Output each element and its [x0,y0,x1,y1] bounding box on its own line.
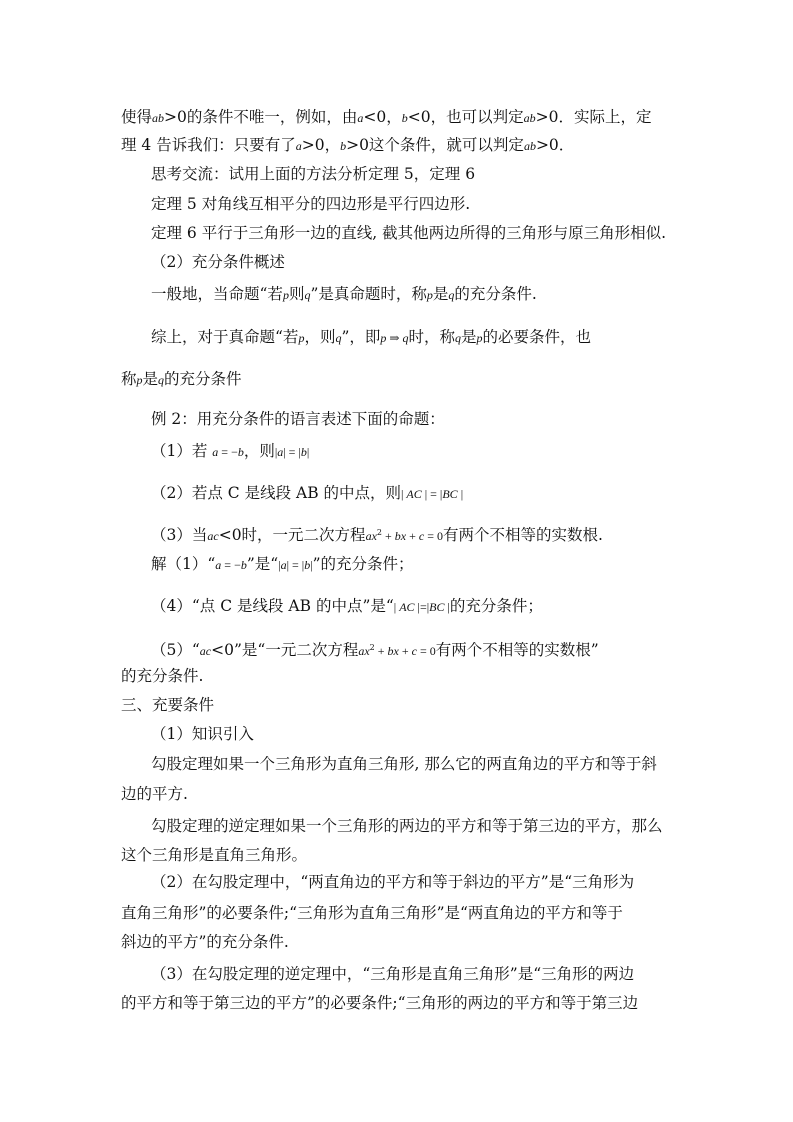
text-run: 例 2：用充分条件的语言表述下面的命题： [151,410,445,428]
text-run: ”是“ [246,555,279,573]
text-line [121,783,188,805]
math-variable: q [454,331,461,345]
text-line [151,815,663,837]
text-line [151,326,591,349]
text-line [151,723,254,745]
text-run: 定理 6 平行于三角形一边的直线, 截其他两边所得的三角形与原三角形相似. [151,224,666,242]
math-variable: BC [442,487,458,501]
math-symbol: + [406,529,419,543]
text-line [121,694,214,716]
text-line [121,134,574,157]
text-line [151,193,470,215]
math-symbol: | [401,487,407,501]
text-run: 的平方和等于第三边的平方”的必要条件;“三角形的两边的平方和等于第三边 [121,994,639,1012]
text-run: （3）当 [151,526,208,544]
text-run: ”的充分条件； [312,555,414,573]
text-line [151,251,285,273]
math-symbol: | [278,558,281,572]
text-run: >0， [301,136,341,154]
text-line [151,522,603,547]
math-variable: q [402,331,409,345]
text-run: 是 [432,285,449,303]
math-variable: p [282,288,289,302]
math-symbol: | [310,558,313,572]
math-symbol: | [457,487,464,501]
math-variable: AC [406,487,422,501]
math-variable: ab [523,139,536,153]
text-run: ”是真命题时，称 [310,285,427,303]
text-run: 一般地，当命题“若 [151,285,283,303]
text-run: ，则 [304,328,336,346]
math-symbol: = 0 [424,529,443,543]
text-run: 边的平方. [121,785,188,803]
text-run: >0这个条件，就可以判定 [346,136,524,154]
math-variable: a [357,111,364,125]
math-symbol: | [306,445,310,459]
text-run: ”，即 [341,328,381,346]
text-run: >0． [535,136,575,154]
math-symbol: = 0 [416,644,436,658]
text-line [151,637,599,662]
math-symbol: ⇒ [386,331,403,345]
text-line [151,440,309,463]
text-run: （1）知识引入 [151,725,254,743]
math-variable: bx [394,529,407,543]
text-run: >0的条件不唯一，例如，由 [164,108,358,126]
math-variable: b [401,111,408,125]
text-run: ，则 [243,442,275,460]
text-line [151,283,537,306]
math-variable: b [240,558,247,572]
math-variable: ab [152,111,165,125]
math-symbol: + [398,644,412,658]
math-variable: a [215,558,222,572]
text-line [151,753,657,775]
text-run: 是 [460,328,477,346]
text-run: 定理 5 对角线互相平分的四边形是平行四边形. [151,195,471,213]
text-line [151,163,475,185]
math-symbol: | [393,600,400,614]
text-line [151,871,634,893]
text-run: >0．实际上，定 [535,108,652,126]
text-run: 这个三角形是直角三角形。 [121,846,308,864]
math-variable: b [237,445,244,459]
math-variable: bx [387,644,399,658]
math-variable: ac [199,644,212,658]
math-symbol: + [374,644,388,658]
text-run: （1）若 [151,442,213,460]
math-variable: c [418,529,425,543]
text-run: （5）“ [151,641,200,659]
math-variable: p [298,331,305,345]
text-run: <0，也可以判定 [407,108,524,126]
math-variable: p [426,288,433,302]
text-run: 的充分条件； [449,597,543,615]
text-run: 斜边的平方”的充分条件. [121,933,289,951]
math-variable: BC [429,600,445,614]
text-run: 理 4 告诉我们：只要有了 [121,136,296,154]
math-variable: a [295,139,302,153]
math-variable: q [335,331,342,345]
math-variable: ab [523,111,536,125]
text-line [121,665,203,687]
math-variable: b [340,139,347,153]
math-variable: c [411,644,417,658]
text-run: （4）“点 C 是线段 AB 的中点”是“ [151,597,394,615]
text-line [121,902,623,924]
math-variable: p [136,373,143,387]
text-run: （2）在勾股定理中，“两直角边的平方和等于斜边的平方”是“三角形为 [151,873,635,891]
math-variable: ax [358,644,370,658]
text-line [121,368,242,391]
text-line [151,222,666,244]
text-line [151,963,634,985]
math-symbol: | [444,600,450,614]
math-symbol: = − [218,445,238,459]
text-line [151,553,414,576]
text-run: 直角三角形”的必要条件;“三角形为直角三角形”是“两直角边的平方和等于 [121,904,623,922]
text-run: 综上，对于真命题“若 [151,328,299,346]
text-line [151,482,463,505]
text-run: （3）在勾股定理的逆定理中，“三角形是直角三角形”是“三角形的两边 [151,965,635,983]
math-variable: AC [399,600,415,614]
text-run: 解（1）“ [151,555,216,573]
math-symbol: | = | [421,487,443,501]
text-run: 的充分条件. [121,667,204,685]
text-line [121,992,638,1014]
text-run: 有两个不相等的实数根. [442,526,603,544]
text-run: 的必要条件，也 [482,328,591,346]
math-exponent: 2 [369,643,375,652]
math-variable: p [380,331,387,345]
text-run: 勾股定理的逆定理如果一个三角形的两边的平方和等于第三边的平方，那么 [151,817,663,835]
text-run: 三、充要条件 [121,696,215,714]
math-variable: a [212,445,219,459]
math-symbol: = − [221,558,241,572]
math-variable: q [448,288,455,302]
text-run: （2）充分条件概述 [151,253,285,271]
math-symbol: |=| [414,600,430,614]
text-run: 时，称 [408,328,455,346]
text-run: （2）若点 C 是线段 AB 的中点，则 [151,484,402,502]
text-run: <0， [363,108,402,126]
text-run: 的充分条件. [454,285,537,303]
text-run: <0”是“一元二次方程 [211,641,359,659]
text-run: 的充分条件 [164,370,242,388]
math-symbol: | = | [286,558,305,572]
math-variable: p [476,331,483,345]
text-line [151,408,445,430]
text-run: 使得 [121,108,153,126]
text-run: 思考交流：试用上面的方法分析定理 5，定理 6 [151,165,476,183]
text-run: 称 [121,370,137,388]
math-variable: q [304,288,311,302]
text-line [151,595,543,618]
math-variable: b [300,445,307,459]
math-exponent: 2 [376,528,382,537]
math-variable: q [158,373,165,387]
math-symbol: + [381,529,395,543]
text-line [121,931,289,953]
text-run: <0时，一元二次方程 [218,526,366,544]
text-run: 是 [142,370,159,388]
text-line [121,106,651,129]
math-symbol: | [274,445,278,459]
text-run: 勾股定理如果一个三角形为直角三角形, 那么它的两直角边的平方和等于斜 [151,755,657,773]
text-run: 则 [288,285,305,303]
text-line [121,844,307,866]
text-run: 有两个不相等的实数根” [435,641,599,659]
math-variable: a [280,558,287,572]
math-variable: b [304,558,311,572]
math-variable: ax [365,529,377,543]
math-symbol: | = | [283,445,301,459]
math-variable: a [277,445,284,459]
math-variable: ac [207,529,219,543]
